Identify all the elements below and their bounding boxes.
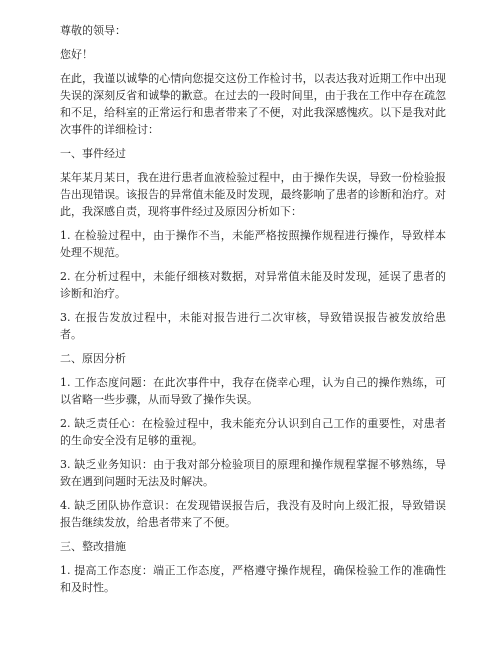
intro-paragraph: 在此，我谨以诚挚的心情向您提交这份工作检讨书，以表达我对近期工作中出现失误的深刻反省和诚挚的歉意。在过去的一段时间里，由于我在工作中存在疏忽和不足，给科室的正常运行和患者带来了不便，对此我深感愧疚。以下是我对此次事件的详细检讨：	[60, 72, 446, 136]
incident-item: 3. 在报告发放过程中，未能对报告进行二次审核，导致错误报告被发放给患者。	[60, 311, 446, 341]
document-page	[60, 22, 446, 603]
incident-item: 1. 在检验过程中，由于操作不当，未能严格按照操作规程进行操作，导致样本处理不规范。	[60, 229, 446, 259]
section-heading-incident: 一、事件经过	[60, 147, 126, 160]
cause-item: 1. 工作态度问题：在此次事件中，我存在侥幸心理，认为自己的操作熟练，可以省略一些步骤，从而导致了操作失误。	[60, 376, 446, 406]
incident-item: 2. 在分析过程中，未能仔细核对数据，对异常值未能及时发现，延误了患者的诊断和治疗。	[60, 270, 446, 300]
section-heading-causes: 二、原因分析	[60, 352, 126, 365]
cause-item: 3. 缺乏业务知识：由于我对部分检验项目的原理和操作规程掌握不够熟练，导致在遇到问题时无法及时解决。	[60, 458, 446, 488]
section-heading-measures: 三、整改措施	[60, 540, 126, 553]
greeting: 您好！	[60, 48, 93, 61]
cause-item: 4. 缺乏团队协作意识：在发现错误报告后，我没有及时向上级汇报，导致错误报告继续发放，给患者带来了不便。	[60, 499, 446, 529]
cause-item: 2. 缺乏责任心：在检验过程中，我未能充分认识到自己工作的重要性，对患者的生命安全没有足够的重视。	[60, 417, 446, 447]
salutation: 尊敬的领导：	[60, 24, 126, 37]
measure-item: 1. 提高工作态度：端正工作态度，严格遵守操作规程，确保检验工作的准确性和及时性。	[60, 564, 446, 594]
incident-paragraph: 某年某月某日，我在进行患者血液检验过程中，由于操作失误，导致一份检验报告出现错误。该报告的异常值未能及时发现，最终影响了患者的诊断和治疗。对此，我深感自责，现将事件经过及原因分析如下：	[60, 171, 446, 218]
